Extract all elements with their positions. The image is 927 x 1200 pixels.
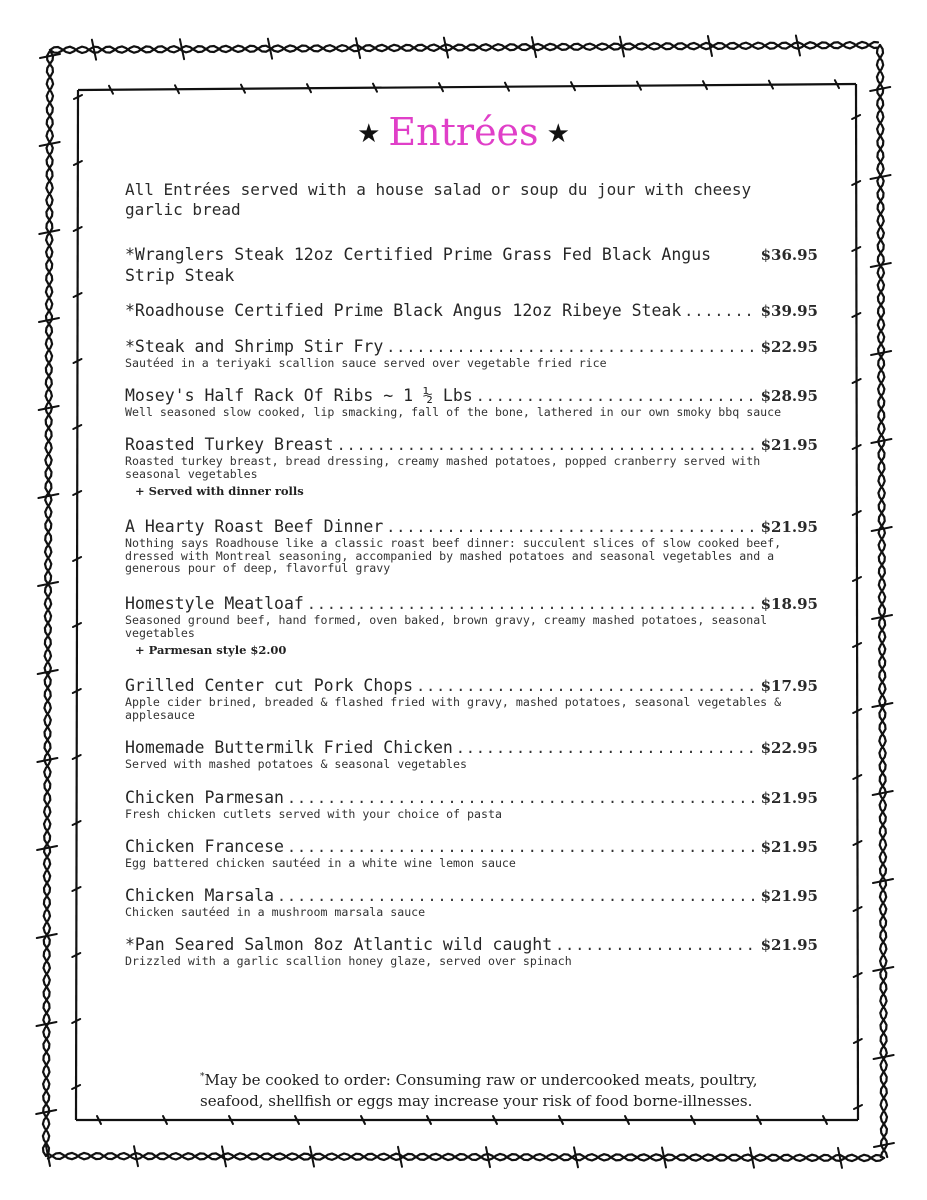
item-description: Egg battered chicken sautéed in a white wine lemon sauce [125,856,516,870]
item-price: $22.95 [760,739,818,757]
item-name: *Steak and Shrimp Stir Fry [125,337,384,356]
dot-leader [287,789,758,807]
item-name: *Wranglers Steak 12oz Certified Prime Grass Fed Black Angus Strip Steak [125,245,712,285]
menu-item [125,385,818,419]
item-name: Chicken Parmesan [125,788,284,807]
item-name: *Roadhouse Certified Prime Black Angus 12oz Ribeye Steak [125,301,682,320]
item-price: $21.95 [760,436,818,454]
star-icon: ★ [546,119,570,149]
item-price: $21.95 [760,936,818,954]
item-price: $21.95 [760,789,818,807]
item-name: Roasted Turkey Breast [125,435,334,454]
menu-item [125,593,818,657]
item-price: $21.95 [760,838,818,856]
item-description: Chicken sautéed in a mushroom marsala sauce [125,905,426,919]
menu-item [125,434,818,498]
intro-text: All Entrées served with a house salad or soup du jour with cheesy garlic bread [125,180,752,219]
item-price: $18.95 [760,595,818,613]
menu-item [125,336,818,370]
star-icon: ★ [357,119,381,149]
item-description: Apple cider brined, breaded & flashed fried with gravy, mashed potatoes, seasonal vegetables & applesauce [125,695,782,722]
item-description: Well seasoned slow cooked, lip smacking, fall of the bone, lathered in our own smoky bbq sauce [125,405,782,419]
item-description: Seasoned ground beef, hand formed, oven baked, brown gravy, creamy mashed potatoes, seasonal vegetables [125,613,768,640]
menu-item [125,737,818,771]
menu-item [125,885,818,919]
menu-item [125,516,818,575]
item-addon: + Served with dinner rolls [135,484,304,498]
item-price: $17.95 [760,677,818,695]
menu-item [125,244,818,286]
item-name: Chicken Francese [125,837,284,856]
item-description: Served with mashed potatoes & seasonal vegetables [125,757,468,771]
item-name: Mosey's Half Rack Of Ribs ~ 1 ½ Lbs [125,386,473,405]
footnote-text: May be cooked to order: Consuming raw or undercooked meats, poultry, seafood, shellfish or eggs may increase your risk of food borne-illnesses. [200,1071,758,1110]
item-name: A Hearty Roast Beef Dinner [125,517,384,536]
item-name: *Pan Seared Salmon 8oz Atlantic wild caught [125,935,553,954]
menu-item [125,787,818,821]
dot-leader [416,677,757,695]
item-price: $36.95 [760,246,818,264]
item-name: Homestyle Meatloaf [125,594,304,613]
item-description: Nothing says Roadhouse like a classic roast beef dinner: succulent slices of slow cooked beef, dressed with Montreal seasoning, accompanied by mashed potatoes and seasonal vegetables and a generous pour of deep, flavorful gravy [125,536,782,575]
item-description: Fresh chicken cutlets served with your choice of pasta [125,807,502,821]
dot-leader [476,387,758,405]
item-price: $21.95 [760,518,818,536]
menu-item [125,675,818,721]
item-price: $39.95 [760,302,818,320]
item-price: $28.95 [760,387,818,405]
dot-leader [555,936,757,954]
item-price: $22.95 [760,338,818,356]
dot-leader [277,887,758,905]
item-name: Homemade Buttermilk Fried Chicken [125,738,453,757]
page-title [0,110,927,154]
menu-item [125,836,818,870]
item-description: Sautéed in a teriyaki scallion sauce served over vegetable fried rice [125,356,607,370]
item-description: Drizzled with a garlic scallion honey glaze, served over spinach [125,954,572,968]
item-description: Roasted turkey breast, bread dressing, creamy mashed potatoes, popped cranberry served with seasonal vegetables [125,454,761,481]
item-name: Chicken Marsala [125,886,275,905]
page-title-text: Entrées [388,110,539,154]
dot-leader [456,739,758,757]
dot-leader [307,595,758,613]
dot-leader [386,338,757,356]
item-addon: + Parmesan style $2.00 [135,643,287,657]
menu-item [125,934,818,968]
dot-leader [287,838,758,856]
item-name: Grilled Center cut Pork Chops [125,676,414,695]
footnote-mark: * [200,1072,205,1082]
menu-item [125,300,818,321]
dot-leader [684,302,757,320]
allergy-footnote [200,1067,760,1112]
dot-leader [337,436,758,454]
item-price: $21.95 [760,887,818,905]
dot-leader [386,518,757,536]
